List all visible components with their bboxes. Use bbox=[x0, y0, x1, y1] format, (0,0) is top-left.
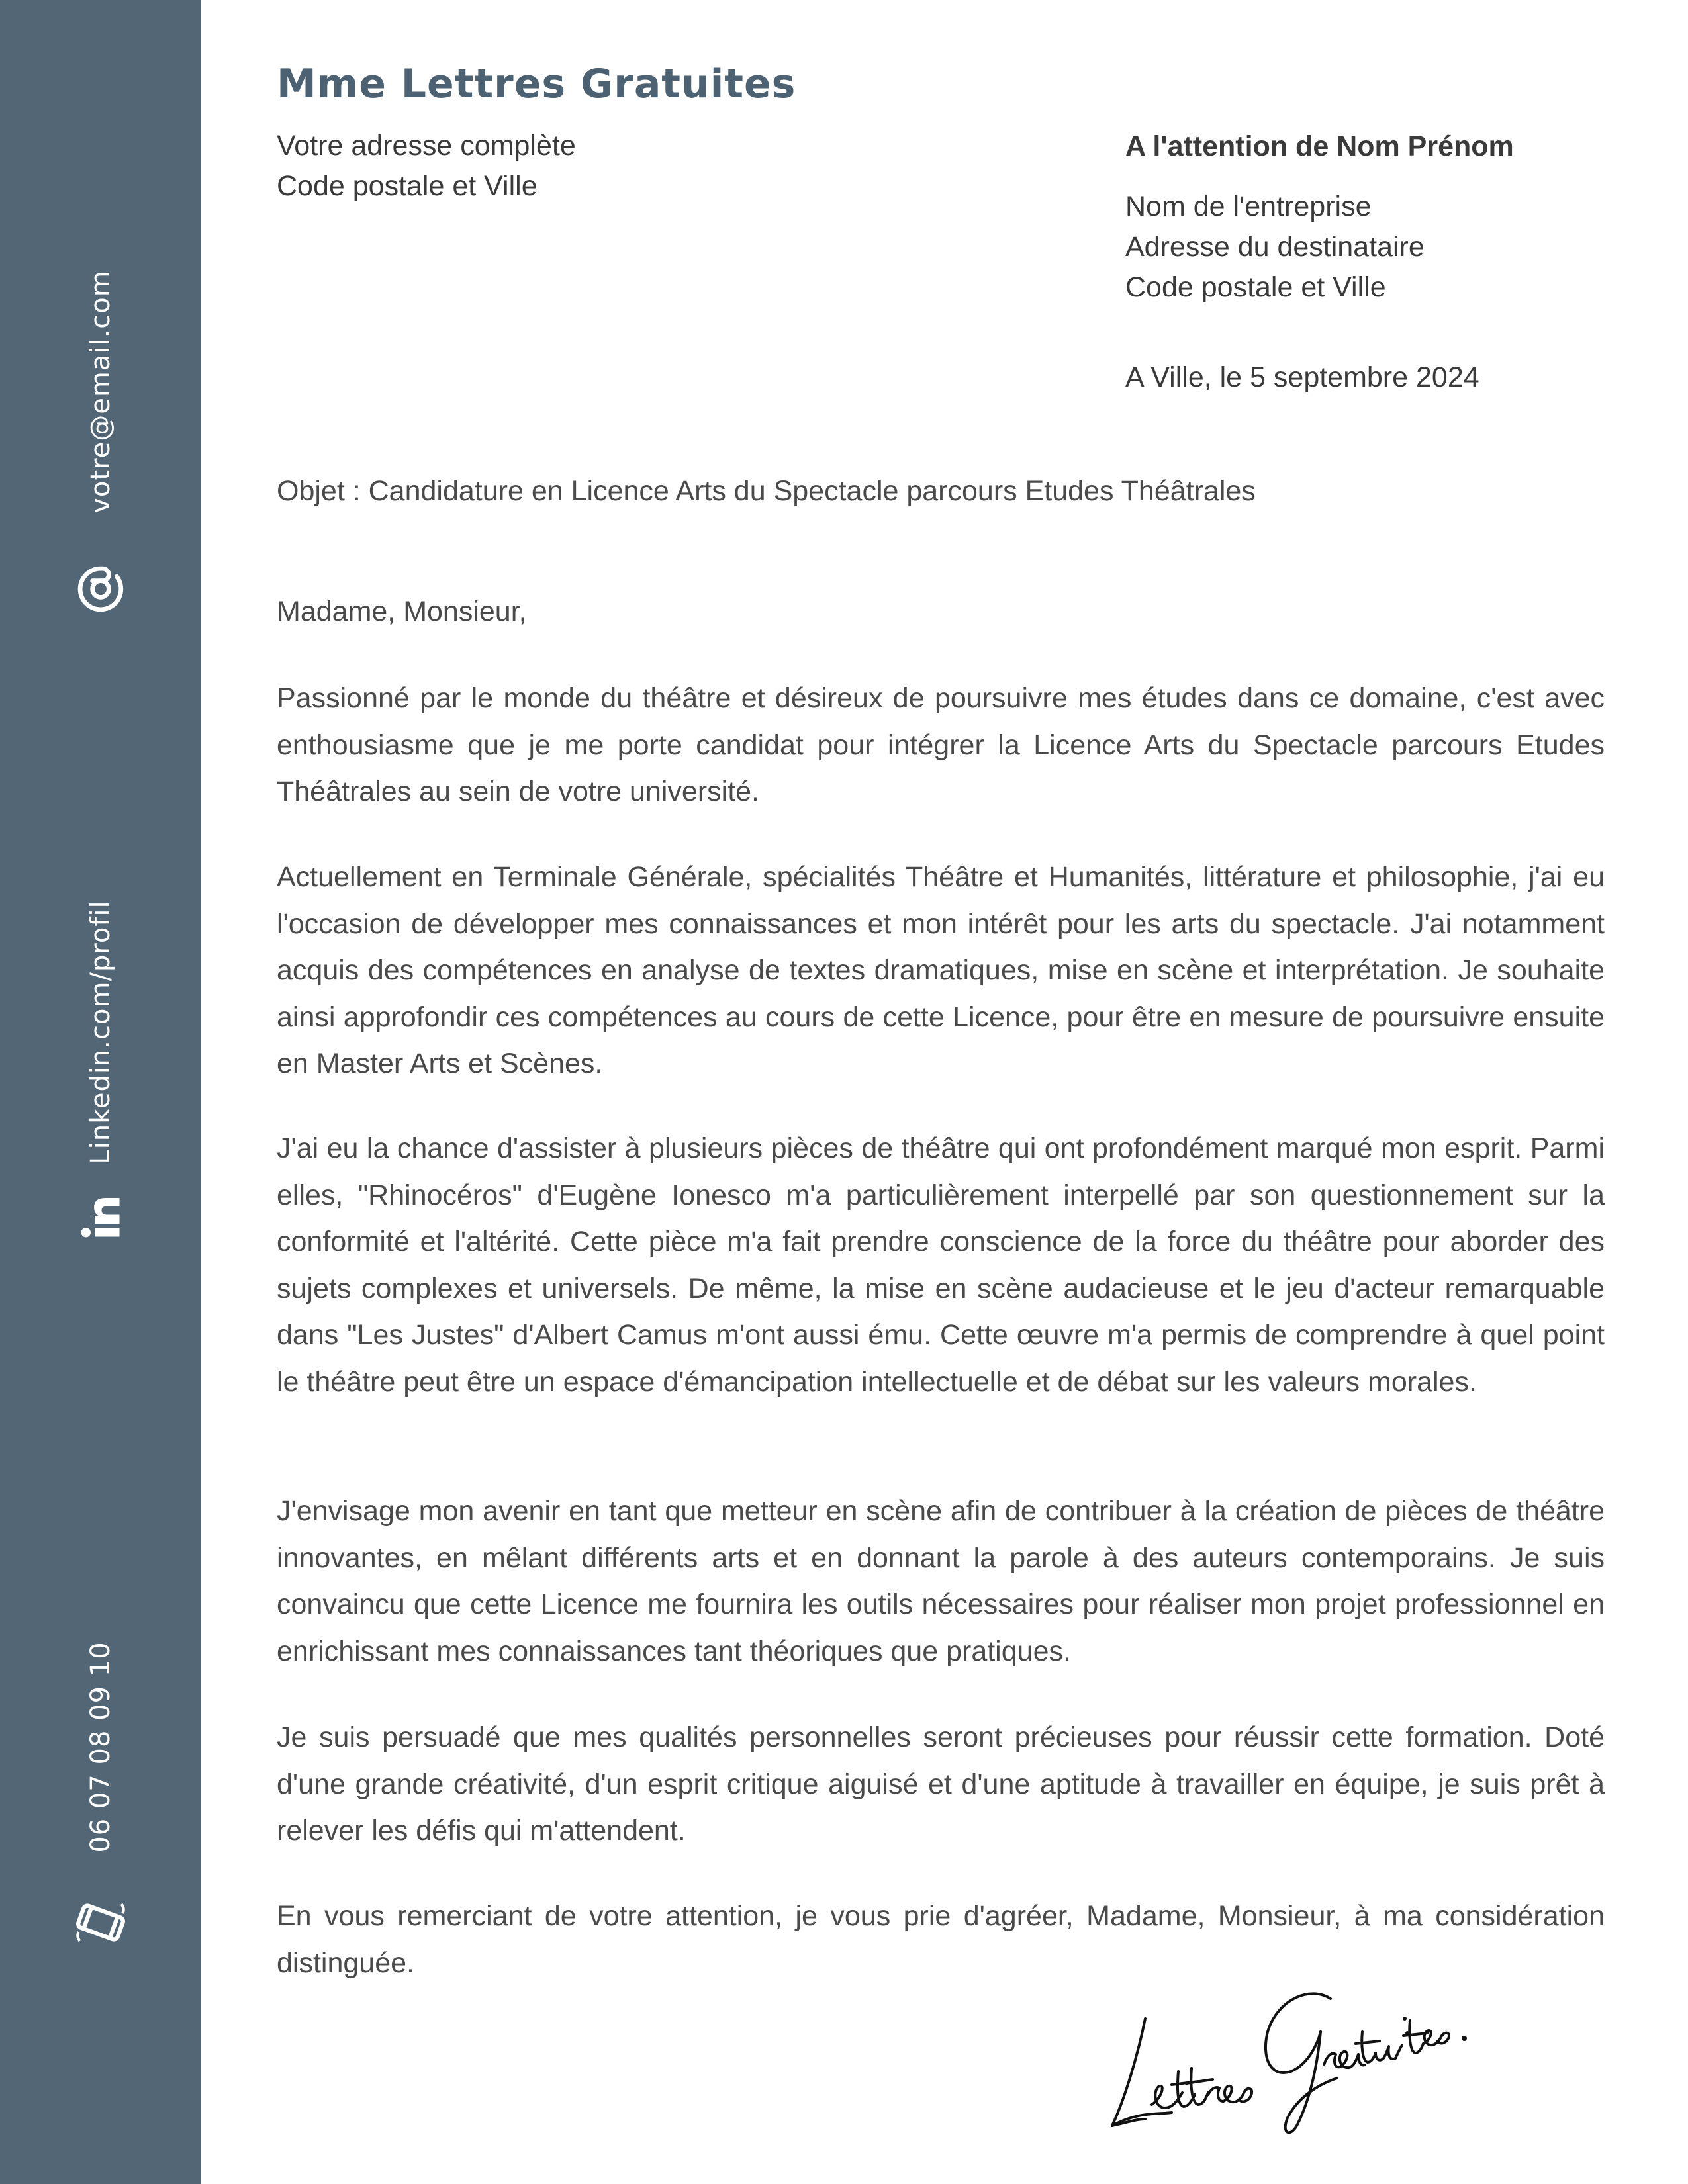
letter-paragraph-4: J'envisage mon avenir en tant que metteur en scène afin de contribuer à la création de pièces de théâtre innovantes, en mêlant différents arts et en donnant la parole à des auteurs contemporains. Je suis convaincu que cette Licence me fournira les outils nécessaires pour réaliser mon projet professionnel en enrichissant mes connaissances tant théoriques que pratiques. bbox=[277, 1495, 1605, 1667]
signature-image bbox=[1099, 1972, 1483, 2144]
letter-paragraph-5: Je suis persuadé que mes qualités personnelles seront précieuses pour réussir cette formation. Doté d'une grande créativité, d'un esprit critique aiguisé et d'une aptitude à travailler en équipe, je suis prêt à relever les défis qui m'attendent. bbox=[277, 1721, 1605, 1846]
recipient-city: Code postale et Ville bbox=[1125, 271, 1386, 303]
recipient-address bbox=[1125, 187, 1425, 308]
sender-address-line1: Votre adresse complète bbox=[277, 130, 576, 161]
sender-address-line2: Code postale et Ville bbox=[277, 170, 538, 202]
recipient-street: Adresse du destinataire bbox=[1125, 231, 1425, 263]
letter-greeting: Madame, Monsieur, bbox=[277, 596, 527, 627]
date-line: A Ville, le 5 septembre 2024 bbox=[1125, 361, 1479, 393]
phone-icon bbox=[0, 1893, 201, 1952]
letter-paragraph-3: J'ai eu la chance d'assister à plusieurs pièces de théâtre qui ont profondément marqué mon esprit. Parmi elles, "Rhinocéros" d'Eugène Ionesco m'a particulièrement interpellé par son questionnement sur la conformité et l'altérité. Cette pièce m'a fait prendre conscience de la force du théâtre pour aborder des sujets complexes et universels. De même, la mise en scène audacieuse et le jeu d'acteur remarquable dans "Les Justes" d'Albert Camus m'ont aussi ému. Cette œuvre m'a permis de comprendre à quel point le théâtre peut être un espace d'émancipation intellectuelle et de débat sur les valeurs morales. bbox=[277, 1132, 1605, 1398]
sidebar-email[interactable]: votre@email.com bbox=[85, 270, 116, 514]
sender-name: Mme Lettres Gratuites bbox=[277, 61, 796, 107]
sender-address bbox=[277, 126, 576, 206]
sidebar-linkedin[interactable]: Linkedin.com/profil bbox=[85, 900, 116, 1165]
contact-sidebar bbox=[0, 0, 201, 2184]
linkedin-icon bbox=[0, 1191, 201, 1244]
letter-object: Objet : Candidature en Licence Arts du Spectacle parcours Etudes Théâtrales bbox=[277, 475, 1256, 507]
letter-paragraph-6: En vous remerciant de votre attention, je vous prie d'agréer, Madame, Monsieur, à ma considération distinguée. bbox=[277, 1900, 1605, 1979]
sidebar-phone[interactable]: 06 07 08 09 10 bbox=[85, 1641, 116, 1853]
recipient-attention: A l'attention de Nom Prénom bbox=[1125, 130, 1514, 162]
letter-paragraph-1: Passionné par le monde du théâtre et désireux de poursuivre mes études dans ce domaine, c'est avec enthousiasme que je me porte candidat pour intégrer la Licence Arts du Spectacle parcours Etudes Théâtrales au sein de votre université. bbox=[277, 682, 1605, 807]
recipient-company: Nom de l'entreprise bbox=[1125, 191, 1372, 222]
letter-paragraph-2: Actuellement en Terminale Générale, spécialités Théâtre et Humanités, littérature et philosophie, j'ai eu l'occasion de développer mes connaissances et mon intérêt pour les arts du spectacle. J'ai notamment acquis des compétences en analyse de textes dramatiques, mise en scène et interprétation. Je souhaite ainsi approfondir ces compétences au cours de cette Licence, pour être en mesure de poursuivre ensuite en Master Arts et Scènes. bbox=[277, 861, 1605, 1079]
at-sign-icon bbox=[0, 563, 201, 615]
